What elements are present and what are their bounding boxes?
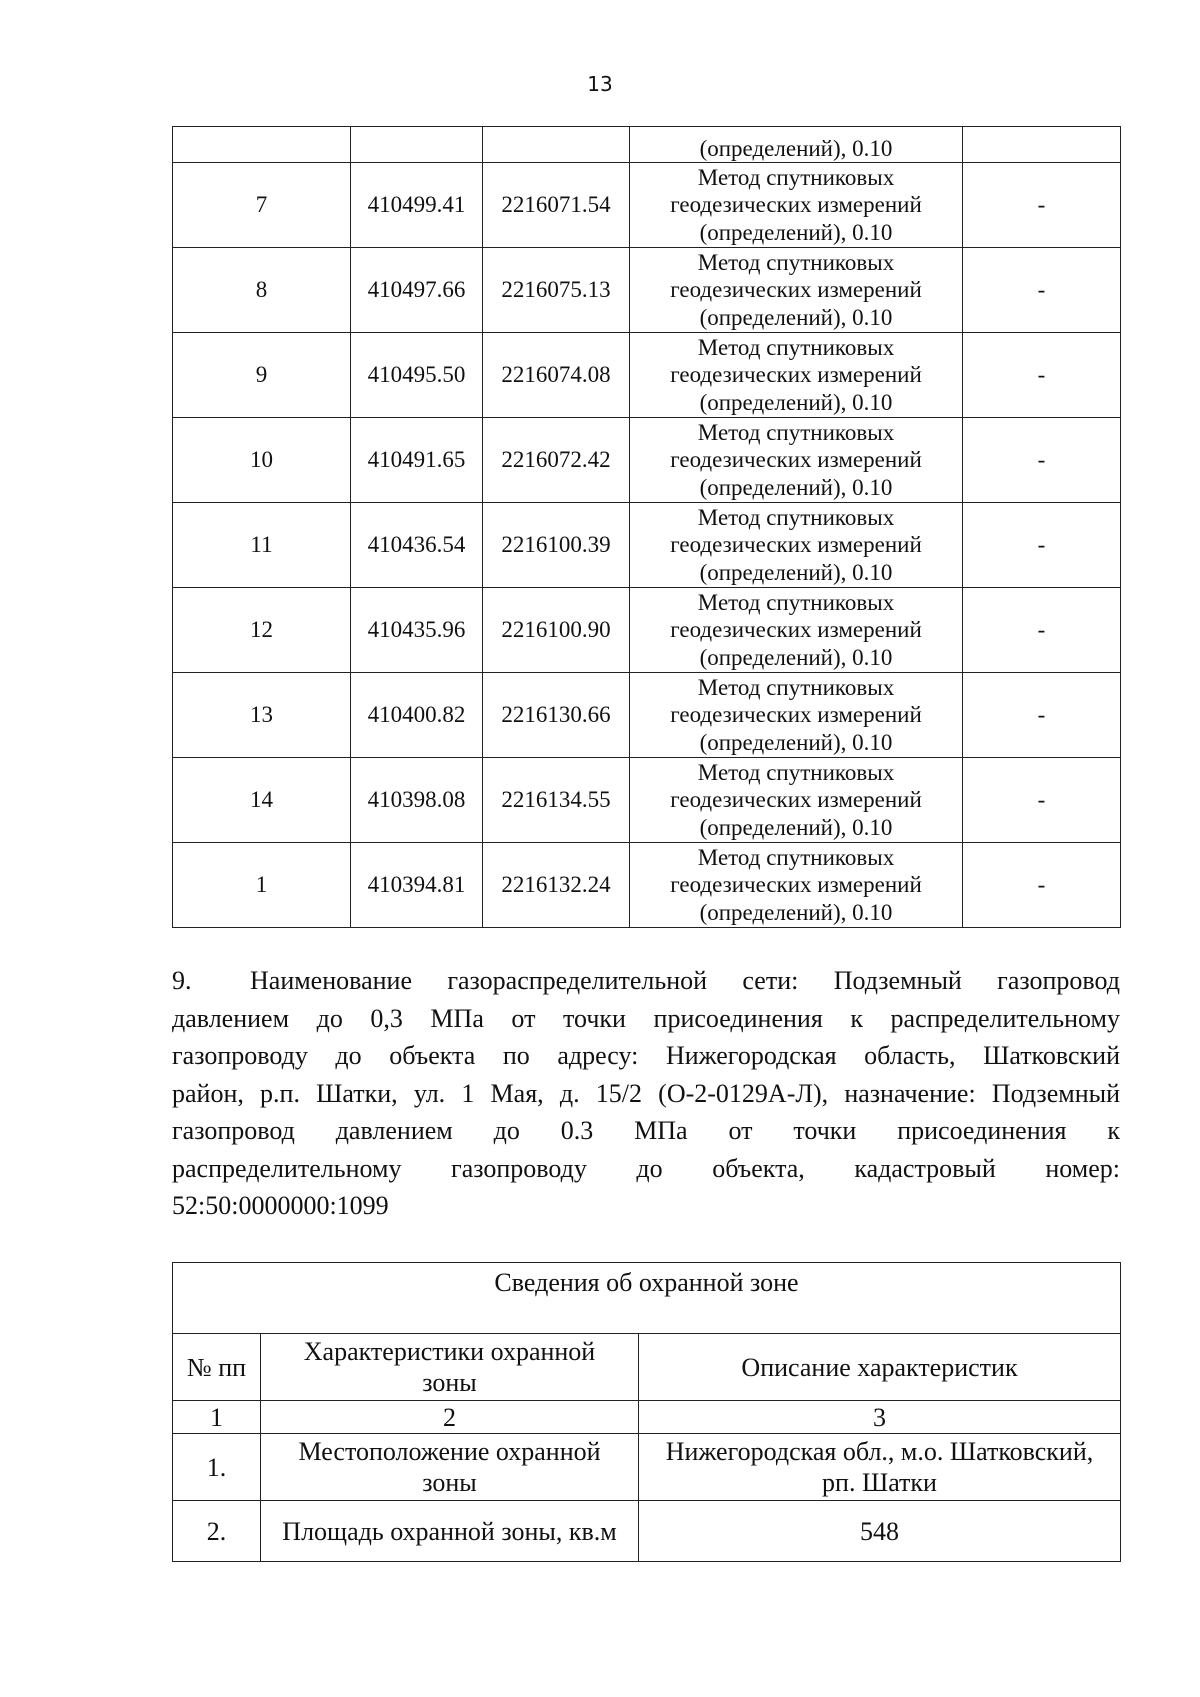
description-cell: -: [963, 588, 1121, 673]
point-number: 1: [173, 843, 351, 928]
coord-x: 410491.65: [351, 418, 483, 503]
row-num: 1.: [173, 1434, 261, 1501]
table-row: [173, 1501, 1121, 1562]
coord-y: 2216075.13: [483, 248, 630, 333]
coord-x: 410435.96: [351, 588, 483, 673]
coord-y: 2216100.39: [483, 503, 630, 588]
protection-zone-table: [172, 1262, 1121, 1562]
col-number: 1: [173, 1401, 261, 1434]
table-row: [173, 418, 1121, 503]
paragraph-line: район, р.п. Шатки, ул. 1 Мая, д. 15/2 (О-2-0129А-Л), назначение: Подземный: [172, 1078, 1120, 1108]
table-cell: [963, 127, 1121, 163]
section-paragraph: [172, 962, 1120, 1225]
coord-y: 2216134.55: [483, 758, 630, 843]
row-characteristic: Местоположение охранной зоны: [261, 1434, 639, 1501]
coord-x: 410400.82: [351, 673, 483, 758]
point-number: 11: [173, 503, 351, 588]
coord-x: 410398.08: [351, 758, 483, 843]
table-cell: [173, 127, 351, 163]
method-cell: Метод спутниковых геодезических измерений (определений), 0.10: [630, 248, 963, 333]
coord-x: 410495.50: [351, 333, 483, 418]
paragraph-line: давлением до 0,3 МПа от точки присоединения к распределительному: [172, 1003, 1120, 1033]
method-cell: Метод спутниковых геодезических измерений (определений), 0.10: [630, 163, 963, 248]
paragraph-line: 9. Наименование газораспределительной сети: Подземный газопровод: [172, 962, 1120, 1000]
point-number: 8: [173, 248, 351, 333]
method-cell: Метод спутниковых геодезических измерений (определений), 0.10: [630, 503, 963, 588]
row-description: 548: [639, 1501, 1121, 1562]
method-cell: Метод спутниковых геодезических измерений (определений), 0.10: [630, 588, 963, 673]
point-number: 14: [173, 758, 351, 843]
point-number: 12: [173, 588, 351, 673]
description-cell: -: [963, 418, 1121, 503]
column-number-row: [173, 1401, 1121, 1434]
method-cell: Метод спутниковых геодезических измерений (определений), 0.10: [630, 673, 963, 758]
coord-y: 2216072.42: [483, 418, 630, 503]
description-cell: -: [963, 333, 1121, 418]
zone-table-title: Сведения об охранной зоне: [173, 1263, 1121, 1334]
coord-y: 2216071.54: [483, 163, 630, 248]
description-cell: -: [963, 673, 1121, 758]
paragraph-line: газопровод давлением до 0.3 МПа от точки присоединения к: [172, 1116, 1120, 1145]
table-row: [173, 248, 1121, 333]
coord-y: 2216132.24: [483, 843, 630, 928]
table-row: [173, 127, 1121, 163]
table-row: [173, 1434, 1121, 1501]
description-cell: -: [963, 163, 1121, 248]
col-number: 3: [639, 1401, 1121, 1434]
point-number: 9: [173, 333, 351, 418]
table-row: [173, 163, 1121, 248]
table-row: [173, 588, 1121, 673]
table-header-row: [173, 1334, 1121, 1401]
point-number: 13: [173, 673, 351, 758]
paragraph-line: газопроводу до объекта по адресу: Нижегородская область, Шатковский: [172, 1041, 1120, 1070]
row-num: 2.: [173, 1501, 261, 1562]
coord-x: 410436.54: [351, 503, 483, 588]
coord-y: 2216130.66: [483, 673, 630, 758]
row-characteristic: Площадь охранной зоны, кв.м: [261, 1501, 639, 1562]
col-number: 2: [261, 1401, 639, 1434]
table-row: [173, 333, 1121, 418]
method-cell: Метод спутниковых геодезических измерений (определений), 0.10: [630, 843, 963, 928]
description-cell: -: [963, 503, 1121, 588]
paragraph-line: 52:50:0000000:1099: [172, 1191, 389, 1220]
table-row: [173, 758, 1121, 843]
header-characteristics: Характеристики охранной зоны: [261, 1334, 639, 1401]
coord-x: 410497.66: [351, 248, 483, 333]
coordinates-table: [172, 126, 1121, 928]
method-cell: (определений), 0.10: [630, 127, 963, 163]
paragraph-line: распределительному газопроводу до объекта, кадастровый номер:: [172, 1153, 1120, 1183]
table-row: [173, 503, 1121, 588]
description-cell: -: [963, 758, 1121, 843]
method-cell: Метод спутниковых геодезических измерений (определений), 0.10: [630, 758, 963, 843]
coord-y: 2216074.08: [483, 333, 630, 418]
table-row: [173, 843, 1121, 928]
coord-y: 2216100.90: [483, 588, 630, 673]
table-cell: [483, 127, 630, 163]
method-cell: Метод спутниковых геодезических измерений (определений), 0.10: [630, 333, 963, 418]
point-number: 7: [173, 163, 351, 248]
coord-x: 410394.81: [351, 843, 483, 928]
method-cell: Метод спутниковых геодезических измерений (определений), 0.10: [630, 418, 963, 503]
coord-x: 410499.41: [351, 163, 483, 248]
header-num: № пп: [173, 1334, 261, 1401]
header-description: Описание характеристик: [639, 1334, 1121, 1401]
section-number: 9.: [172, 966, 192, 995]
table-cell: [351, 127, 483, 163]
description-cell: -: [963, 248, 1121, 333]
table-row: [173, 673, 1121, 758]
point-number: 10: [173, 418, 351, 503]
page-number: 13: [587, 72, 613, 96]
row-description: Нижегородская обл., м.о. Шатковский, рп. Шатки: [639, 1434, 1121, 1501]
description-cell: -: [963, 843, 1121, 928]
